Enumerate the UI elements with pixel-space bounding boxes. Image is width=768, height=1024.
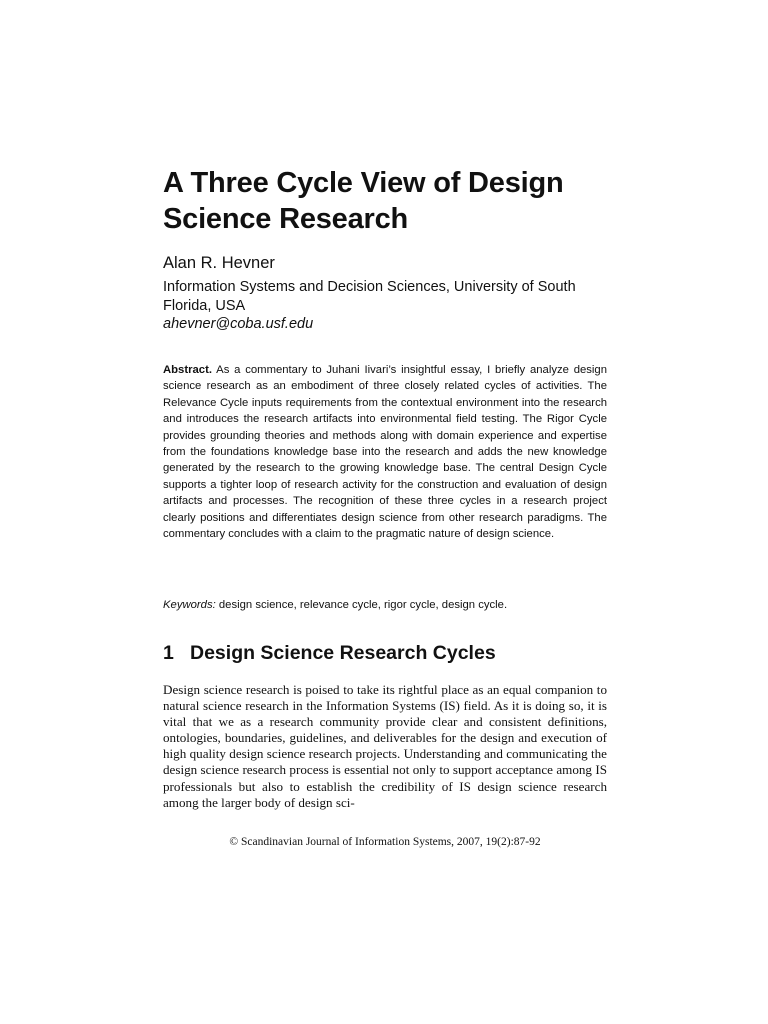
- section-title: Design Science Research Cycles: [190, 642, 496, 664]
- abstract-block: [163, 362, 607, 542]
- author-email: ahevner@coba.usf.edu: [163, 316, 314, 332]
- journal-footer: © Scandinavian Journal of Information Systems, 2007, 19(2):87-92: [229, 836, 541, 848]
- keywords-block: [163, 597, 607, 613]
- section-heading: [163, 640, 607, 666]
- paper-title: A Three Cycle View of Design Science Research: [163, 167, 564, 235]
- abstract-label: Abstract.: [163, 364, 212, 376]
- body-paragraph: Design science research is poised to take its rightful place as an equal companion to natural science research in the Information Systems (IS) field. As it is doing so, it is vital that we as a research community provide clear and consistent definitions, ontologies, boundaries, guidelines, and deliverables for the design and execution of high quality design science research projects. Understanding and communicating the design science research process is essential not only to support acceptance among IS professionals but also to establish the credibility of IS design science research among the larger body of design sci-: [163, 682, 607, 810]
- keywords-text: design science, relevance cycle, rigor cycle, design cycle.: [218, 599, 508, 611]
- author-affiliation: Information Systems and Decision Sciences, University of South Florida, USA: [163, 279, 576, 314]
- author-name: Alan R. Hevner: [163, 254, 275, 272]
- abstract-text: As a commentary to Juhani Iivari’s insightful essay, I briefly analyze design science research as an embodiment of three closely related cycles of activities. The Relevance Cycle inputs requirements from the contextual environment into the research and introduces the research artifacts into environmental field testing. The Rigor Cycle provides grounding theories and methods along with domain experience and expertise from the foundations knowledge base into the research and adds the new knowledge generated by the research to the growing knowledge base. The central Design Cycle supports a tighter loop of research activity for the construction and evaluation of design artifacts and processes. The recognition of these three cycles in a research project clearly positions and differentiates design science from other research paradigms. The commentary concludes with a claim to the pragmatic nature of design science.: [163, 364, 608, 541]
- section-number: 1: [163, 642, 174, 664]
- keywords-label: Keywords:: [163, 599, 216, 611]
